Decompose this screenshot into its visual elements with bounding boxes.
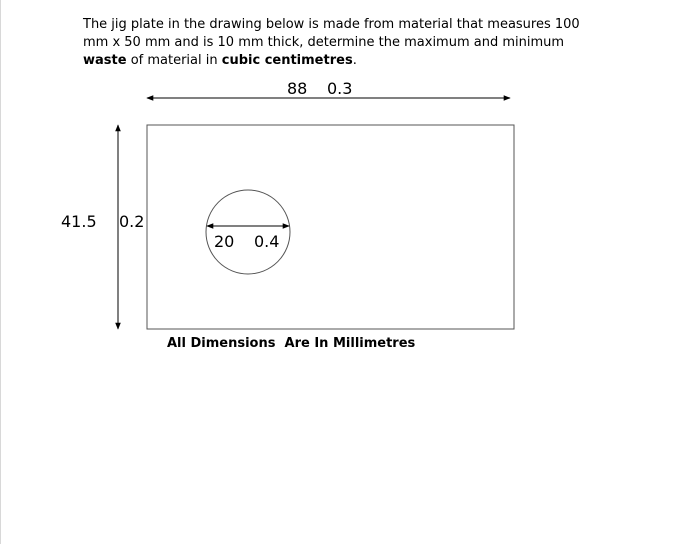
dimensions-caption: All Dimensions Are In Millimetres bbox=[167, 336, 416, 351]
width-tolerance-label: 0.3 bbox=[327, 79, 353, 98]
hole-nominal-label: 20 bbox=[214, 232, 235, 251]
question-part-2: of material in bbox=[126, 53, 222, 68]
height-tolerance-label: 0.2 bbox=[119, 212, 145, 231]
width-nominal-label: 88 bbox=[287, 79, 308, 98]
question-part-3: . bbox=[352, 53, 357, 68]
question-bold-waste: waste bbox=[83, 53, 127, 68]
question-bold-units: cubic centimetres bbox=[221, 53, 353, 68]
hole-tolerance-label: 0.4 bbox=[254, 232, 280, 251]
question-part-1: The jig plate in the drawing below is made from material that measures 100 mm x 50 mm and is 10 mm thick, determine the maximum and minimum bbox=[83, 17, 580, 50]
height-nominal-label: 41.5 bbox=[61, 212, 97, 231]
plate-outline bbox=[147, 125, 514, 329]
